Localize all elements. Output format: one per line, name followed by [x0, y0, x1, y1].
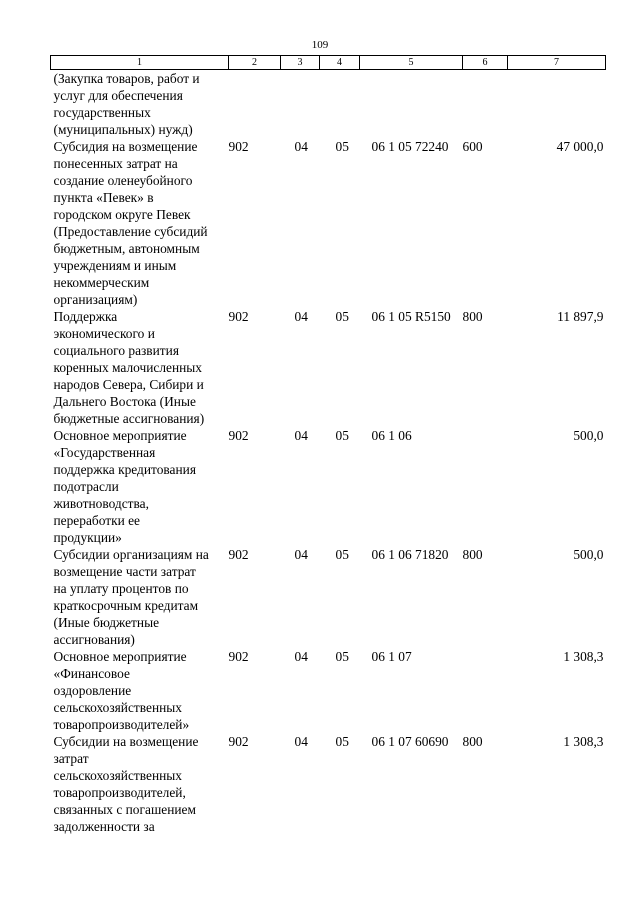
header-cell-2: 2 [229, 56, 281, 70]
target-article-cell: 06 1 07 60690 [371, 734, 449, 749]
section-cell: 04 [294, 428, 308, 443]
subsection-cell: 05 [335, 428, 349, 443]
expense-type-cell [463, 648, 508, 733]
target-article-cell: 06 1 06 71820 [371, 547, 449, 562]
header-cell-6: 6 [463, 56, 508, 70]
subsection-cell: 05 [335, 649, 349, 664]
description-cell: (Закупка товаров, работ и услуг для обеспечения государственных (муниципальных) нужд) [53, 71, 200, 137]
header-cell-3: 3 [281, 56, 320, 70]
subsection-cell: 05 [335, 734, 349, 749]
target-article-cell: 06 1 07 [371, 649, 412, 664]
section-cell: 04 [294, 139, 308, 154]
table-row [51, 733, 606, 835]
description-cell: Основное мероприятие «Финансовое оздоровление сельскохозяйственных товаропроизводителей» [53, 649, 190, 732]
section-cell [281, 70, 320, 139]
table-row [51, 648, 606, 733]
amount-cell [508, 70, 606, 139]
expense-type-cell [463, 70, 508, 139]
header-cell-7: 7 [508, 56, 606, 70]
amount-cell: 1 308,3 [563, 734, 604, 749]
code-cell: 902 [228, 649, 249, 664]
table-row [51, 546, 606, 648]
code-cell: 902 [228, 139, 249, 154]
target-article-cell: 06 1 05 R5150 [371, 309, 451, 324]
code-cell: 902 [228, 428, 249, 443]
expense-type-cell: 800 [462, 309, 483, 324]
expense-type-cell [463, 427, 508, 546]
header-row [51, 56, 606, 70]
expense-type-cell: 800 [462, 547, 483, 562]
table-body [51, 70, 606, 836]
code-cell: 902 [228, 547, 249, 562]
budget-table [50, 55, 606, 835]
section-cell: 04 [294, 309, 308, 324]
expense-type-cell: 600 [462, 139, 483, 154]
amount-cell: 47 000,0 [556, 139, 604, 154]
subsection-cell: 05 [335, 139, 349, 154]
section-cell: 04 [294, 734, 308, 749]
section-cell: 04 [294, 547, 308, 562]
target-article-cell: 06 1 06 [371, 428, 412, 443]
target-article-cell [360, 70, 463, 139]
amount-cell: 1 308,3 [563, 649, 604, 664]
subsection-cell: 05 [335, 547, 349, 562]
header-cell-1: 1 [51, 56, 229, 70]
target-article-cell: 06 1 05 72240 [371, 139, 449, 154]
subsection-cell: 05 [335, 309, 349, 324]
table-header [51, 56, 606, 70]
description-cell: Субсидия на возмещение понесенных затрат на создание оленеубойного пункта «Певек» в городском округе Певек (Предоставление субсидий бюджетным, автономным учреждениям и иным некоммерческим организациям) [53, 139, 208, 307]
description-cell: Поддержка экономического и социального развития коренных малочисленных народов Севера, Сибири и Дальнего Востока (Иные бюджетные ассигнования) [53, 309, 205, 426]
amount-cell: 11 897,9 [557, 309, 604, 324]
code-cell: 902 [228, 734, 249, 749]
header-cell-4: 4 [320, 56, 360, 70]
code-cell: 902 [228, 309, 249, 324]
amount-cell: 500,0 [573, 547, 604, 562]
subsection-cell [320, 70, 360, 139]
description-cell: Субсидии на возмещение затрат сельскохозяйственных товаропроизводителей, связанных с погашением задолженности за [53, 734, 199, 834]
page-number: 109 [311, 39, 329, 51]
table-row [51, 308, 606, 427]
table-row [51, 138, 606, 308]
header-cell-5: 5 [360, 56, 463, 70]
table-row [51, 70, 606, 139]
table-row [51, 427, 606, 546]
section-cell: 04 [294, 649, 308, 664]
amount-cell: 500,0 [573, 428, 604, 443]
expense-type-cell: 800 [462, 734, 483, 749]
code-cell [229, 70, 281, 139]
description-cell: Основное мероприятие «Государственная поддержка кредитования подотрасли животноводства, переработки ее продукции» [53, 428, 196, 545]
description-cell: Субсидии организациям на возмещение части затрат на уплату процентов по краткосрочным кредитам (Иные бюджетные ассигнования) [53, 547, 209, 647]
